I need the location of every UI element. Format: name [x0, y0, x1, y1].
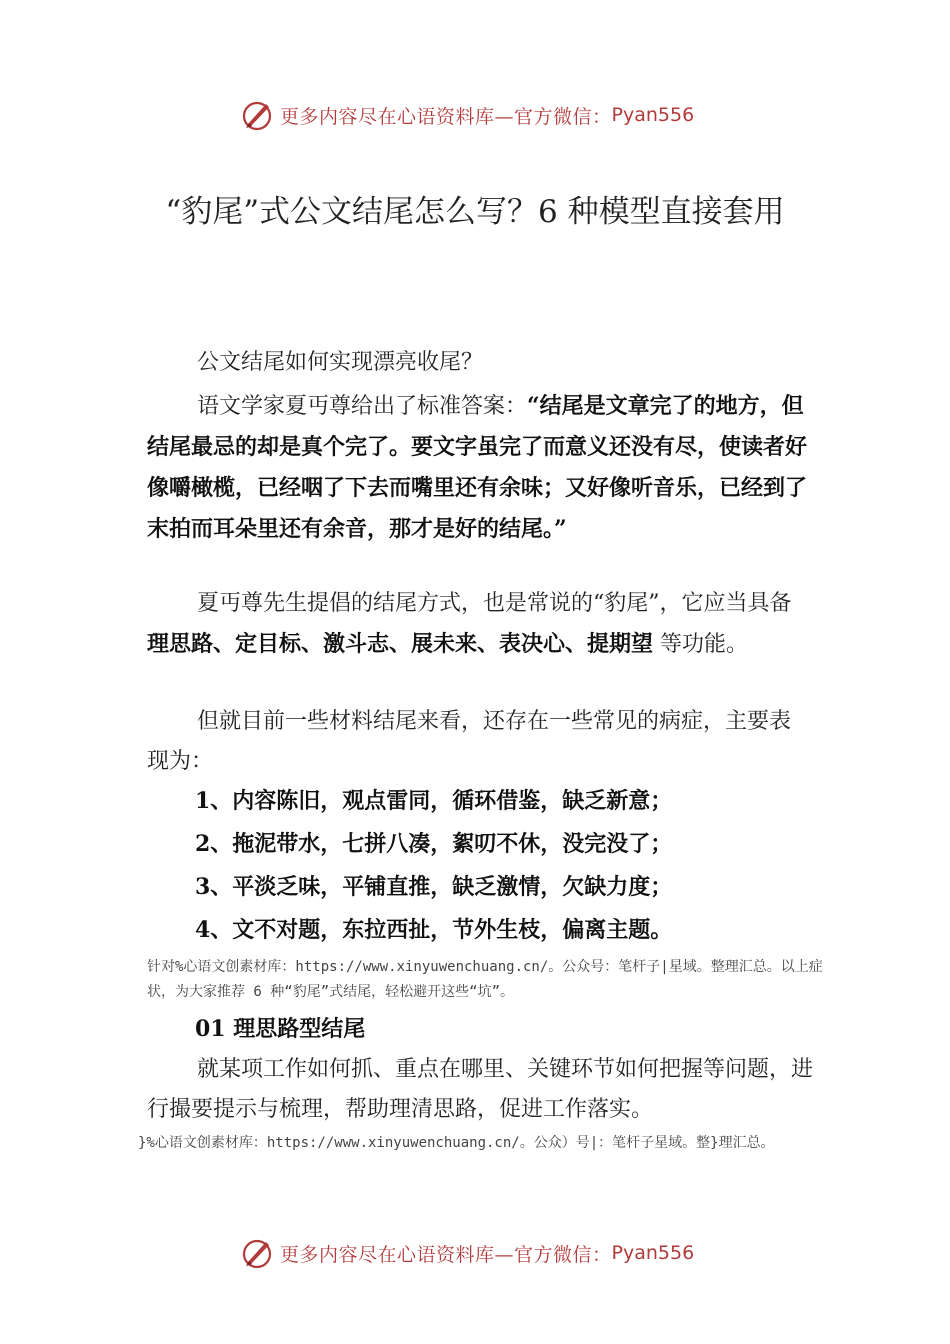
symptoms-list [195, 780, 815, 952]
symptoms-intro-text: 但就目前一些材料结尾来看，还存在一些常见的病症，主要表现为： [147, 709, 792, 774]
symptoms-intro [147, 702, 807, 782]
source-note: 针对%心语文创素材库：https://www.xinyuwenchuang.cn/。公众号：笔杆子|星域。整理汇总。以上症状，为大家推荐 6 种“豹尾”式结尾，轻松避开这些“坑”。 [147, 959, 823, 1000]
functions-list: 理思路、定目标、激斗志、展未来、表决心、提期望 [147, 631, 654, 657]
intro-paragraph [147, 343, 807, 383]
functions-paragraph [147, 584, 807, 665]
list-item: 4、文不对题，东拉西扯，节外生枝，偏离主题。 [195, 917, 673, 943]
intro-text: 公文结尾如何实现漂亮收尾？ [197, 350, 484, 375]
section-text: 就某项工作如何抓、重点在哪里、关键环节如何把握等问题，进行撮要提示与梳理，帮助理清思路，促进工作落实。 [147, 1057, 814, 1122]
banner-wechat-id: Pyan556 [611, 1242, 695, 1264]
list-item: 1、内容陈旧，观点雷同，循环借鉴，缺乏新意； [195, 788, 673, 814]
banner-text: 更多内容尽在心语资料库—官方微信： [280, 1243, 612, 1266]
footer-banner [0, 1233, 950, 1273]
pen-logo-icon [240, 1236, 274, 1270]
functions-tail: 等功能。 [653, 632, 749, 657]
header-banner [0, 95, 950, 135]
section-paragraph [147, 1050, 817, 1130]
functions-lead: 夏丏尊先生提倡的结尾方式，也是常说的“豹尾”，它应当具备 [197, 591, 792, 616]
source-note-2: }%心语文创素材库：https://www.xinyuwenchuang.cn/。公众）号|：笔杆子星域。整}理汇总。 [138, 1135, 775, 1151]
list-item: 3、平淡乏味，平铺直推，缺乏激情，欠缺力度； [195, 874, 673, 900]
page-title: “豹尾”式公文结尾怎么写？6 种模型直接套用 [165, 194, 785, 230]
pen-logo-icon [240, 98, 274, 132]
quote-lead: 语文学家夏丏尊给出了标准答案： [197, 394, 528, 419]
banner-text: 更多内容尽在心语资料库—官方微信： [280, 105, 612, 128]
quote-text: “结尾是文章完了的地方，但结尾最忌的却是真个完了。要文字虽完了而意义还没有尽，使读者好像嚼橄榄，已经咽了下去而嘴里还有余味；又好像听音乐，已经到了末拍而耳朵里还有余音，那才是好的结尾。” [147, 393, 808, 542]
quote-paragraph [147, 386, 807, 550]
banner-wechat-id: Pyan556 [611, 104, 695, 126]
list-item: 2、拖泥带水，七拼八凑，絮叨不休，没完没了； [195, 831, 673, 857]
section-heading: 01 理思路型结尾 [195, 1016, 366, 1042]
